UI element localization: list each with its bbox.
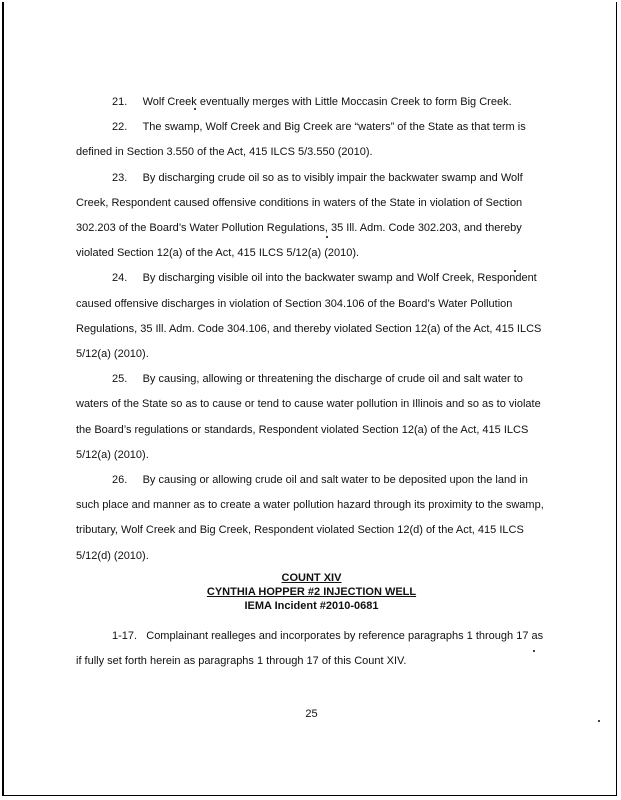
scan-speck [194,108,196,110]
scan-speck [533,650,535,652]
paragraph-22 [76,115,546,165]
paragraph-number: 21. [112,96,128,108]
document-page [2,2,617,796]
paragraph-number: 26. [112,474,128,487]
paragraph-text: Wolf Creek eventually merges with Little Moccasin Creek to form Big Creek. [142,96,512,108]
paragraph-text: By discharging crude oil so as to visibly impair the backwater swamp and Wolf Creek, Respondent caused offensive conditions in waters of the State in violation of Section 302.203 of the Board’s Water Pollution Regulations, 35 Ill. Adm. Code 302.203, and thereby violated Section 12(a) of the Act, 415 ILCS 5/12(a) (2010). [76,171,523,260]
scan-speck [514,270,516,272]
count-title: COUNT XIV [281,572,342,584]
paragraph-text: Complainant realleges and incorporates by reference paragraphs 1 through 17 as if fully set forth herein as paragraphs 1 through 17 of this Count XIV. [76,630,544,668]
scan-speck [598,720,600,722]
page-number: 25 [305,708,318,720]
paragraph-21 [76,90,546,115]
paragraph-1-17 [76,624,546,674]
scan-speck [326,236,328,238]
paragraph-text: By causing or allowing crude oil and salt water to be deposited upon the land in such place and manner as to create a water pollution hazard through its proximity to the swamp, tributary, Wolf Creek and Big Creek, Respondent violated Section 12(d) of the Act, 415 ILCS 5/12(d) (2010). [76,474,544,562]
closing-paragraph-block [76,624,546,674]
paragraph-text: By causing, allowing or threatening the discharge of crude oil and salt water to waters of the State so as to cause or tend to cause water pollution in Illinois and so as to violate the Board’s regulations or standards, Respondent violated Section 12(a) of the Act, 415 ILCS 5/12(a) (2010). [76,373,541,461]
paragraph-25 [76,367,546,468]
incident-number: IEMA Incident #2010-0681 [244,600,379,612]
paragraph-23 [76,166,546,267]
paragraph-number: 25. [112,373,128,386]
paragraph-26 [76,468,546,569]
paragraph-number: 23. [112,171,128,184]
paragraph-list [76,90,546,569]
paragraph-number: 22. [112,121,128,134]
paragraph-24 [76,266,546,367]
paragraph-number: 1-17. [112,630,138,642]
paragraph-text: By discharging visible oil into the backwater swamp and Wolf Creek, Respondent caused offensive discharges in violation of Section 304.106 of the Board’s Water Pollution Regulations, 35 Ill. Adm. Code 304.106, and thereby violated Section 12(a) of the Act, 415 ILCS 5/12(a) (2010). [76,272,542,361]
paragraph-number: 24. [112,272,128,285]
paragraph-text: The swamp, Wolf Creek and Big Creek are “waters” of the State as that term is defined in Section 3.550 of the Act, 415 ILCS 5/3.550 (2010). [76,121,526,159]
count-subtitle: CYNTHIA HOPPER #2 INJECTION WELL [206,586,417,598]
